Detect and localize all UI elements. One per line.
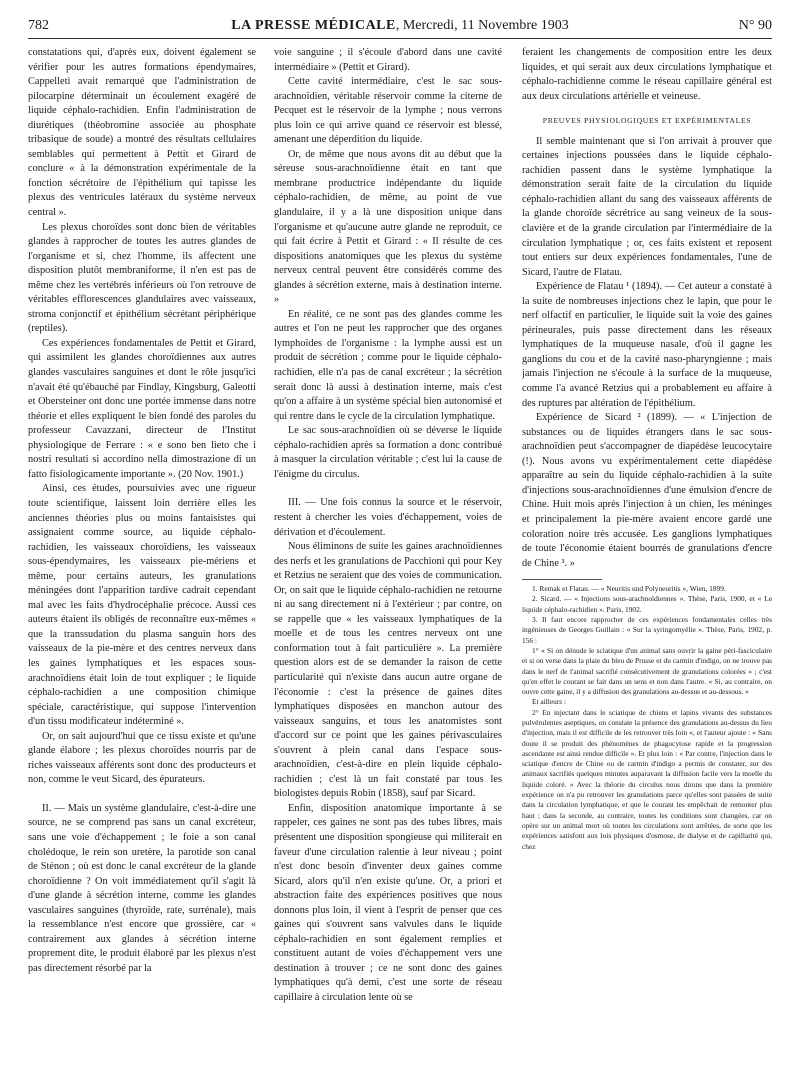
paragraph: Ces expériences fondamentales de Pettit et Girard, qui assimilent les glandes choroïdiennes aux autres glandes vasculaires sanguines et dont le rôle jusqu'ici n'avait été qu'ébauché par Findlay, Kingsburg, Galeotti et Obersteiner ont donc une portée immense dans notre théorie et elles expliquent le bien fondé des paroles du professeur Cavazzani, directeur de l'Institut physiologique de Ferrare : « e sono ben lieto che i nostri resultati si accordino nella dimostrazione di un fatto fisiologicamente importante ». (20 Nov. 1901.) [28, 337, 256, 480]
footnote-rule [522, 579, 602, 580]
paragraph: II. — Mais un système glandulaire, c'est-à-dire une source, ne se comprend pas sans un canal excréteur, sans une voie d'échappement ; le foie a son canal cholédoque, le rein son uretère, la parotide son canal de Sténon ; où est donc le canal excréteur de la glande choroïdienne ? On voit immédiatement qu'il s'agit là d'une glande à sécrétion interne, comme les glandes vasculaires sanguines (thyroïde, rate, surrénale), mais la ressemblance n'est encore que grossière, car « contrairement aux glandes à sécrétion interne proprement dite, le produit élaboré par les plexus n'est pas directement résorbé par la [28, 802, 256, 974]
footnotes [522, 584, 772, 852]
paragraph: Nous éliminons de suite les gaines arachnoïdiennes des nerfs et les granulations de Pacchioni qui pour Key et Retzius ne seraient que des voies de communication. Or, on sait que le liquide céphalo-rachidien ne retourne ni au sang directement ni à l'extérieur ; par contre, on se rappelle que « les vaisseaux lymphatiques de la moelle et de tous les centres nerveux ont une conformation tout à fait particulière ». La première question alors est de se demander la raison de cette particularité qui n'existe dans aucun autre organe de l'économie : c'est la présence de gaines dites lymphatiques disposées en manchon autour des vaisseaux sanguins, et tous les anatomistes sont d'accord sur ce point que les gaines périvasculaires s'ouvrent à plein canal dans l'espace sous-arachnoïdien, c'est-à-dire en plein liquide céphalo-rachidien ; c'est là un fait constaté par tous les biologistes depuis Robin (1858), sauf par Sicard. [274, 541, 502, 800]
journal-name: LA PRESSE MÉDICALE [231, 18, 396, 33]
footnote: 1° « Si on dénude le sciatique d'un animal sans ouvrir la gaine péri-fasciculaire et si on verse dans la plaie du bleu de Prusse et du carmin d'indigo, on ne trouve pas dans le nerf de l'animal sacrifié consécutivement de granulations colorées » ; c'est qu'en effet le courant se fait dans un sens et non dans l'autre. « Si, au contraire, on ouvre cette gaine, il y a diffusion des granulations au-dessus et au-dessous. » [522, 645, 772, 697]
journal-title [28, 18, 772, 34]
footnote: 1. Remak et Flatau. — « Neuritis und Polyneuritis », Wien, 1899. [532, 584, 726, 594]
paragraph: Or, de même que nous avons dit au début que la séreuse sous-arachnoïdienne était en tant que membrane productrice indépendante du liquide céphalo-rachidien, de même, au point de vue glandulaire, il y a là une disposition unique dans l'organisme et qu'aucune autre glande ne reproduit, ce qui fait écrire à Pettit et Girard : « Il résulte de ces dispositions anatomiques que les plexus du système nerveux central peuvent être considérés comme des glandes à sécrétion externe, mais à destination interne. » [274, 148, 502, 306]
page-number: 782 [28, 18, 49, 33]
footnote: 3. Il faut encore rapprocher de ces expériences fondamentales celles très ingénieuses de Georges Guillain : « Sur la syringomyélie ». Thèse, Paris, 1902, p. 156 : [522, 615, 772, 645]
paragraph: feraient les changements de composition entre les deux liquides, et qui serait aux deux circulations lymphatique et céphalo-rachidienne comme le réseau capillaire général est aux deux circulations artérielle et veineuse. [522, 47, 772, 102]
paragraph: Expérience de Flatau ¹ (1894). — Cet auteur a constaté à la suite de nombreuses injections chez le lapin, que pour le nerf olfactif en particulier, le liquide suit la voie des gaines périneurales, puis passe directement dans les réseaux lymphatiques de la muqueuse nasale, d'où il gagne les ganglions du cou et de la cavité naso-pharyngienne ; mais jamais l'injection ne s'écoule à la surface de la muqueuse, comme l'a avancé Retzius qui a probablement eu affaire à des ruptures par altération de l'épithélium. [522, 281, 772, 409]
footnote: 2° En injectant dans le sciatique de chiens et lapins vivants des substances pulvérulentes aseptiques, on constate la présence des granulations au-dessus du lieu d'injection, mais il est difficile de les retrouver très loin », et l'auteur ajoute : « Sans doute il se produit des phénomènes de phagocytose rapide et la progression ascendante est ainsi rendue difficile ». Et plus loin : « Par contre, l'injection dans le sciatique d'encre de Chine ou de carmin d'indigo a permis de constater, sur des animaux sacrifiés quelques minutes auparavant la diffusion facile vers la moelle du liquide coloré. » Avec la théorie du circulus nous dirons que dans la première expérience on n'a pu retrouver les granulations parce qu'elles sont passées de suite dans la circulation lymphatique, et que le courant les empêchait de remonter plus haut ; dans la seconde, au contraire, toutes les conditions sont changées, car on opère sur un animal mort où toutes les circulations sont arrêtées, de sorte que les expériences satisfont aux lois physiques d'osmose, de dialyse et de capillarité qui, chez [522, 707, 772, 851]
paragraph: voie sanguine ; il s'écoule d'abord dans une cavité intermédiaire » (Pettit et Girard). [274, 47, 502, 73]
paragraph: Cette cavité intermédiaire, c'est le sac sous-arachnoïdien, véritable réservoir comme la citerne de Pecquet est le réservoir de la lymphe ; nous verrons plus loin ce qui arrive quand ce réservoir est blessé, amenant une déperdition du liquide. [274, 76, 502, 146]
paragraph: Ainsi, ces études, poursuivies avec une rigueur toute scientifique, laissent loin derrière elles les anciennes théories plus ou moins fantaisistes qui assignaient comme source, au liquide céphalo-rachidien, les vaisseaux choroïdiens, les vaisseaux sous-épendymaires, les vaisseaux pie-mériens et même, pour certains auteurs, les granulations méningées dont l'apparition tardive cadrait cependant mal avec les faits d'hydrocéphalie précoce. Aussi ces auteurs étaient ils obligés de reconnaître eux-mêmes « que la transsudation du plasma sanguin hors des vaisseaux de la pie-mère et des centres nerveux dans les gaines lymphatiques et les espaces sous-arachnoïdiens était loin de tout expliquer ; le liquide céphalo-rachidien a une composition chimique spéciale, caractéristique, qui suppose l'intervention d'un tissu modificateur indéterminé ». [28, 483, 256, 728]
paragraph: Or, on sait aujourd'hui que ce tissu existe et qu'une glande élabore ; les plexus choroïdes nourris par de riches vaisseaux afférents sont donc des producteurs et non, comme le veut Sicard, des épurateurs. [28, 730, 256, 786]
footnote: 2. Sicard. — « Injections sous-arachnoïdiennes ». Thèse, Paris, 1900, et « Le liquide céphalo-rachidien ». Paris, 1902. [522, 594, 772, 614]
column-2 [274, 46, 502, 1076]
page-header [28, 16, 772, 38]
column-1 [28, 46, 256, 1076]
paragraph: En réalité, ce ne sont pas des glandes comme les autres et l'on ne peut les rapprocher que des organes lymphoïdes de l'organisme : la lymphe aussi est un produit de sécrétion ; comme pour le liquide céphalo-rachidien, elle n'a pas de canal excréteur ; la sécrétion serait donc là aussi à destination interne, mais c'est qu'on a affaire à un système spécial bien autonomisé et qui rentre dans le cycle de la circulation lymphatique. [274, 308, 502, 422]
paragraph: III. — Une fois connus la source et le réservoir, restent à chercher les voies d'échappement, voies de dérivation et d'écoulement. [274, 497, 502, 538]
header-rule [28, 38, 772, 39]
issue-number: N° 90 [738, 18, 772, 33]
footnote: Et ailleurs : [532, 697, 567, 707]
section-heading: PREUVES PHYSIOLOGIQUES ET EXPÉRIMENTALES [542, 116, 752, 126]
column-3 [522, 46, 772, 1076]
paragraph: Le sac sous-arachnoïdien où se déverse le liquide céphalo-rachidien après sa formation a donc contribué à masquer la circulation véritable ; c'est lui la cause de l'énigme du circulus. [274, 425, 502, 480]
paragraph: Il semble maintenant que si l'on arrivait à prouver que certaines injections poussées dans le liquide céphalo-rachidien passent dans le système lymphatique la démonstration serait faite de la circulation du liquide céphalo-rachidien allant du sang des vaisseaux afférents de la glande choroïde sécrétrice au sang veineux de la sous-clavière et de la grande circulation par l'intermédiaire de la circulation lymphatique ; or, ces faits existent et reposent tout entiers sur deux expériences fondamentales, l'une de Sicard, l'autre de Flatau. [522, 135, 772, 278]
paragraph: Enfin, disposition anatomique importante à se rappeler, ces gaines ne sont pas des tubes libres, mais présentent une disposition spongieuse qui militerait en faveur d'une circulation ralentie à leur niveau ; point n'est donc besoin d'inventer deux gaines comme Sicard, alors qu'il n'en existe qu'une. Or, a priori et abstraction faite des expériences positives que nous donnons plus loin, il vient à l'esprit de penser que ces gaines qui s'ouvrent sans valvules dans le liquide céphalo-rachidien en sont également remplies et constituent autant de voies d'échappement vers une destination à trouver ; ce ne sont donc des gaines lymphatiques qu'à demi, c'est une sorte de réseau capillaire à circulation lente où se [274, 802, 502, 1003]
issue-date: , Mercredi, 11 Novembre 1903 [395, 18, 569, 33]
paragraph: constatations qui, d'après eux, doivent également se vérifier pour les autres formations épendymaires, Cappelleti avait remarqué que l'administration de pilocarpine déterminait un écoulement exagéré de liquide céphalo-rachidien. Enfin l'administration de diurétiques (théobromine associée au phosphate tribasique de soude) a montré des résultats cellulaires semblables qui permettent à Pettit et Girard de conclure « à la démonstration expérimentale de la fonction sécrétoire de l'épithélium qui tapisse les plexus des ventricules latéraux du système nerveux central ». [28, 47, 256, 219]
paragraph: Les plexus choroïdes sont donc bien de véritables glandes à rapprocher de toutes les autres glandes de l'organisme et si, chez l'homme, ils affectent une disposition plutôt membraniforme, il n'en est pas de même chez les vertébrés inférieurs où l'on retrouve de véritables efflorescences glandulaires avec vaisseaux, stroma conjonctif et épithélium sécrétant périphérique (reptiles). [28, 221, 256, 335]
paragraph: Expérience de Sicard ² (1899). — « L'injection de substances ou de liquides étrangers dans le sac sous-arachnoïdien peut s'accompagner de diapédèse leucocytaire (!). Nous avons vu expérimentalement cette diapédèse apparaître au sein du liquide céphalo-rachidien à la suite d'injections sous-arachnoïdiennes d'une émulsion d'encre de Chine. Huit mois après l'injection à un chien, les méninges et principalement la pie-mère avaient encore gardé une coloration noire très accusée. Les ganglions lymphatiques de toute l'économie étaient bourrés de granulations d'encre de Chine ³. » [522, 412, 772, 569]
